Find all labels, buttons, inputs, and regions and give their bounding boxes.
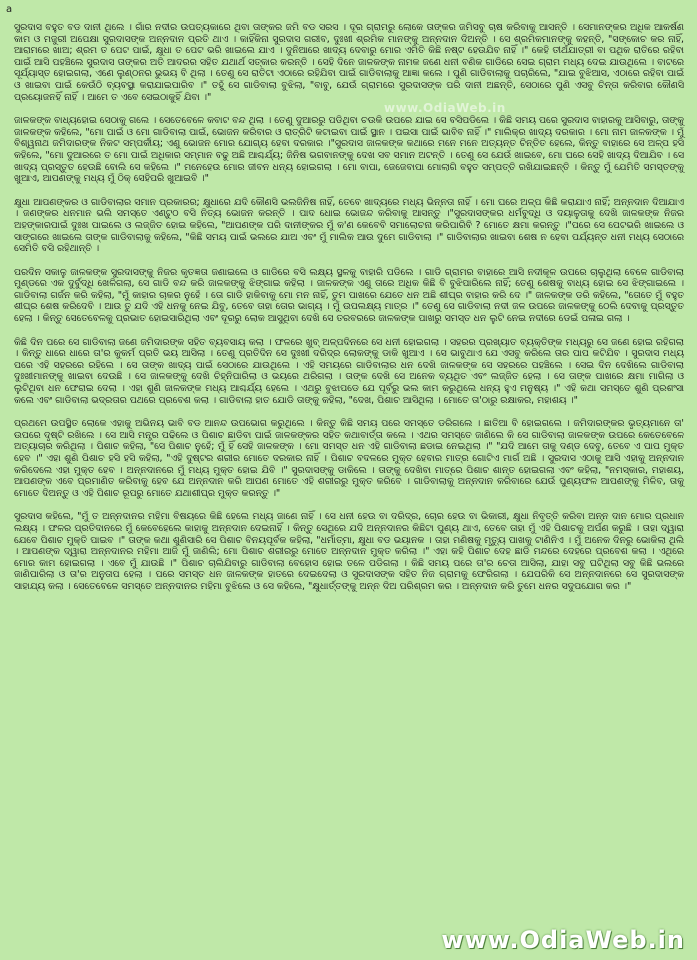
paragraph-2: ଜାଳକଙ୍କ ବାଧ୍ୟହୋଇ ସେଠାକୁ ଗଲେ । ସେତେବେଳେ କବାଟ ବନ୍ଦ ଥିଲା । ତେଣୁ ଦୁଆରରୁ ପଡିଥିବା ଚଉକି ଉପରେ ଯାଇ ସେ ବସିପଡିଲେ । କିଛି ସମୟ ପରେ ସୁରଦାସ ବାହାରକୁ ଆସିବାରୁ, ତାଙ୍କୁ ଜାଳକଙ୍କ କହିଲେ, "ମୋ ପାଇଁ ଓ ମୋ ଗାଡିବାଲା ପାଇଁ, ଭୋଜନ କରିବାର ଓ ରାତ୍ରିଟି କଟାଇବା ପାଇଁ ସ୍ଥାନ । ପଇସା ପାଇଁ ଭାବିବ ନାହିଁ ।" ମାଲିକ୍ର ଖାଦ୍ୟ ଦରକାର । ମୋ ନାମ ଜାଳକଙ୍କ । ମୁଁ ବିଶ୍ୱନାଥ ଜମିଦାରଙ୍କ ନିକଟ ସମ୍ପର୍କୀୟ; ଏଣୁ ଭୋଜନ ମୋର ଯୋଗ୍ୟ ହେବା ଦରକାର ।"ସୁରଦାସ ଜାଳକଙ୍କ କଥାରେ ମନେ ମନେ ଅତ୍ୟନ୍ତ ଚିନ୍ତିତ ହେଲେ, କିନ୍ତୁ ବାହାରେ ସେ ଅଳ୍ପ ହସି କହିଲେ, "ମୋ ଦୁଆରରେ ତ ମୋ ପାଇଁ ଅଧିକାର ସମ୍ମାନ ବଢୁ ଅଛି ଆଶ୍ଚର୍ଯ୍ୟ; ଜିନିଷ ଭଗବାନଙ୍କୁ ଦେଖ ସବ ସମାନ ଅଟନ୍ତି । ତେଣୁ ସେ ଯେଉଁ ଖାଇବେ, ମୋ ଘରେ ସେହି ଖାଦ୍ୟ ଦିଆଯିବ । ସେ ଖାଦ୍ୟ ପ୍ରସ୍ତୁତ ହେଉଛି ବୋଲି ସେ କହିଲେ ।" ମନେହେଉ ମୋର ଜୀବନ ଧନ୍ୟ ହୋଇଗଲା । ମୋ ବାପା, ଜେଜେବାପା ମୋଲାଗି ବହୁତ ସମ୍ପତ୍ତି ରଖିଯାଇଛନ୍ତି । କିନ୍ତୁ ମୁଁ ଯେମିତି ସମସ୍ତଙ୍କୁ ଖୁଆଏ, ଆପଣଙ୍କୁ ମଧ୍ୟ ମୁଁ ଠିକ୍ ସେହିପରି ଖୁଆଇବି ।" (14, 115, 684, 185)
story-body (14, 22, 684, 605)
corner-mark: a (6, 4, 13, 15)
paragraph-3: କ୍ଷୁଧା ଆପଣଙ୍କର ଓ ଗାଡିବାଲାର ସମାନ ପ୍ରକାରର; କ୍ଷୁଧାରେ ଯଦି କୌଣସି ଭଲଜିନିଷ ନାହିଁ, ତେବେ ଖାଦ୍ୟରେ ମଧ୍ୟ ଭିନ୍ନତା ନାହିଁ । ମୋ ଘରେ ଅଳ୍ପ କିଛି କରାଯାଏ ନାହିଁ; ଅନ୍ନଦାନ ଦିଆଯାଏ । ଜଣଙ୍କର ଧନମାନ ଭଲି ସମସ୍ତେ ଏଣ୍ଟୁଠ ବସି ନିତ୍ୟ ଭୋଜନ କରନ୍ତି । ପାଦ ଧୋଇ ଭୋଜନ୍ଦ କରିବାକୁ ଆସନ୍ତୁ ।"ସୁରଦାସଙ୍କର ଧର୍ମବୁଦ୍ଧି ଓ ଦୟାଳୁତାକୁ ଦେଖି ଜାଳକଙ୍କ ନିଜର ଅହଙ୍କାରପାଇଁ ଦୁଃଖ ପାଇଲେ ଓ ଲଜ୍ଜିତ ହୋଇ କହିଲେ, "ଆପଣଙ୍କ ପରି ଦାନୀଙ୍କର ମୁଁ କ'ଣ କେବେବି ସମାଲୋଚନା କରିପାରିବି ? ମୋତେ କ୍ଷମା କରନ୍ତୁ ।"ପରେ ସେ ପେଟଭରି ଖାଇଲେ ଓ ସାଙ୍ଗରେ ଖାଇଲେ ତାଙ୍କ ଗାଡିବାଲାକୁ କହିଲେ, "କିଛି ସମୟ ପାଇଁ ଭଲରେ ଯାଅ ଏବଂ ମୁଁ ମାଲିକ ଆଉ ଦୁମେ ଗାଡିବାଲା ।" ଗାଡିବାଲାର ଖାଇବା ଶେଷ ନ ହେବା ପର୍ଯ୍ୟନ୍ତ ଧନୀ ମଧ୍ୟ ସେଠାରେ ସେମିତି ବସି ରହିଥାନ୍ତି । (14, 196, 684, 255)
paragraph-1: ସୁରଦାସ ବହୁତ ବଡ ଦାନୀ ଥିଲେ । ଗାଁର ନଦୀର ଉପତ୍ୟକାରେ ଥିବା ତାଙ୍କର ଜମି ବଡ ସରସ । ଦୂର ଗ୍ରାମରୁ ଲୋକେ ତାଙ୍କର ଜମିସବୁ ଚାଷ କରିବାକୁ ଆସନ୍ତି । ସେମାନଙ୍କର ଅଧିକ ଆକର୍ଷଣ କାମ ଓ ମଜୁରୀ ଅପେକ୍ଷା ସୁରଦାସଙ୍କ ଅନ୍ନଦାନ ପ୍ରତି ଥାଏ । କାହିଁକିନା ସୁରଦାସ ଗରୀବ, ଦୁଃଖୀ ଶ୍ରମିକ ମାନଙ୍କୁ ଅନ୍ନଦାନ ଦିଅନ୍ତି । ସେ ଶ୍ରମିକମାନଙ୍କୁ କହନ୍ତି, "ସଙ୍କୋଚ କର ନାହିଁ, ଆରାମରେ ଖାଅ; ଶ୍ରମ ତ ପେଟ ପାଇଁ, କ୍ଷୁଧା ତ ପେଟ ଭରି ଖାଇଲେ ଯାଏ । ଦୁନିଆରେ ଖାଦ୍ୟ ଦେବାରୁ ମୋର ଏମିତି କିଛି ନଷ୍ଟ ହେଉଯିବ ନାହିଁ ।" କେହି ତୀର୍ଥଯାତ୍ରୀ ବା ପଥିକ ରାତିରେ ରହିବା ପାଇଁ ଆସି ପହଞ୍ଚିଲେ ସୁରଦାସ ତାଙ୍କର ଅତି ଆଦରର ସହିତ ଯଥାର୍ଥ ସତ୍କାର କରନ୍ତି । ସେହି ଦିନେ ଜାଳକଙ୍କ ନାମକ ଜଣେ ଧନୀ ବଣିକ ଗାଡିରେ ସେଇ ଗ୍ରାମ ମଧ୍ୟ ଦେଇ ଯାଉଥିଲେ । ବାଟରେ ସୂର୍ଯ୍ୟାସ୍ତ ହୋଇଗଲା, ଏଣେ ଲୁଣ୍ଠନର ଭୁଭୟ ବି ଥିଲା । ତେଣୁ ସେ ରାତିଟା ଏଠାରେ ରହିଯିବା ପାଇଁ ଗାଡିବାଲାକୁ ଆଜ୍ଞା କଲେ । ପୁଣି ଗାଡିବାଲାକୁ ପଚାରିଲେ, "ଯାଇ ବୁଝିଆସ, ଏଠାରେ ରହିବା ପାଇଁ ଓ ଖାଇବା ପାଇଁ କେଉଁଠି ବ୍ୟବସ୍ଥା କରାଯାଇପାରିବ ।" ତହୁଁ ସେ ଗାଡିବାଲା ବୁଝିଲା, "ବାବୁ, ଯେଉଁ ଗ୍ରାମରେ ସୁରଦାସଙ୍କ ପରି ଦାନୀ ଅଛନ୍ତି, ସେଠାରେ ପୁଣି ଏସବୁ ଚିନ୍ତା କରିବାର କୌଣସି ପ୍ରୟୋଜନହିଁ ନାହିଁ । ଆମେ ତ ଏବେ ସେଇଠାକୁହିଁ ଯିବା ।" (14, 22, 684, 103)
paragraph-7: ସୁରଦାସ କହିଲେ, "ମୁଁ ତ ଅନ୍ନଦାନର ମହିମା ବିଷୟରେ କିଛି ହେଲେ ମଧ୍ୟ ଜାଣେ ନାହିଁ । ସେ ଧନୀ ହେଉ ବା ଦରିଦ୍ର, ଚୋର ହେଉ ବା ଭିକାରୀ, କ୍ଷୁଧା ନିବୃତ୍ତି କରିବା ଅନ୍ନ ଦାନ ମୋର ପ୍ରଧାନ ଲକ୍ଷ୍ୟ । ଫଳର ପ୍ରତିଦାନରେ ମୁଁ କେବେହେଲେ କାହାକୁ ଅନ୍ନଦାନ ଦେଇନାହିଁ । କିନ୍ତୁ ସେଥିରେ ଯଦି ଅନ୍ନଦାନର କିଛିଟା ପୁଣ୍ୟ ଥାଏ, ତେବେ ତାହା ମୁଁ ଏହି ପିଶାଚକୁ ଅର୍ପଣ କରୁଛି । ତାହା ଦ୍ୱାରା ଯେବେ ପିଶାଚ ମୁକ୍ତି ପାଇବ ।" ତାଙ୍କ କଥା ଶୁଣିସାରି ସେ ପିଶାଚ ବିନୟପୂର୍ବକ କହିଲା, "ଧର୍ମାତ୍ମା, କ୍ଷୁଧା ବଡ ଭୟାନକ । ତାହା ମଣିଷକୁ ମୃତ୍ୟୁ ପାଖକୁ ଟାଣିନିଏ । ମୁଁ ଅନେକ ଦିନରୁ ଭୋକିଲା ଥିଲି । ଆପଣଙ୍କ ଦ୍ୱାରା ଅନ୍ନଦାନର ମହିମା ଆଜି ମୁଁ ଜାଣିଲି; ମୋ ପିଶାଚ ଶରୀରରୁ ମୋତେ ଅନ୍ନଦାନ ମୁକ୍ତ କରିଲା ।" ଏହା କହି ପିଶାଚ ଦେହ ଛାଡି ମନ୍ଦରେ ଦେହରେ ପ୍ରବେଶ କଲା । ଏଥିରେ ମୋର କାମ ହୋଇଗଲା । ଏବେ ମୁଁ ଯାଉଛି ।" ପିଶାଚ ଚାଲିଯିବାରୁ ଗାଡିବାଲା ବେହୋସ ହୋଇ ତଳେ ପଡିଗଲା । କିଛି ସମୟ ପରେ ତା'ର ଚେତା ଆସିଲା, ଯାହା ସବୁ ଘଟିଥିଲା ସବୁ କିଛି ଭଲରେ ଜାଣିପାରିଲା ଓ ତା'ର ଅନୁତାପ ହେଲା । ପରେ ସମସ୍ତ ଧନ ଜାଳକଙ୍କ ହାତରେ ଦେଇଦେଲା ଓ ସୁରଦାସଙ୍କ ସହିତ ନିଜ ଗ୍ରାମକୁ ଫେରିଗଲା । ଯେପରିକି ସେ ଅନ୍ନଦାନରେ ସେ ସୁରଦାସଙ୍କ ସାହାଯ୍ୟ କଲା । ସେତେବେଳେ ସମସ୍ତେ ଅନ୍ନଦାନର ମହିମା ବୁଝିଲେ ଓ ସେ କହିଲେ, "କ୍ଷୁଧାର୍ତ୍ତଙ୍କୁ ଅନ୍ନ ଦିଅ ପରିଶ୍ରମ କର । ଅନ୍ନଦାନ କରି ତୁମେ ଧନର ସଦୁପଯୋଗ କର ।" (14, 511, 684, 592)
paragraph-4: ପରଦିନ ସକାଳୁ ଜାଳକଙ୍କ ସୁରଦାସଙ୍କୁ ନିଜର କୃତଜ୍ଞତା ଜଣାଇଲେ ଓ ଗାଡିରେ ବସି ଲକ୍ଷ୍ୟ ସ୍ଥଳକୁ ବାହାରି ପଡିଲେ । ଗାଡି ଗ୍ରାମର ବାହାରେ ଆସି ନଦୀକୂଳ ଉପରେ ଚାଲୁଥିଲା ବେଳେ ଗାଡିବାଲା ମୁଣ୍ଡରେ ଏକ ଦୁର୍ବୁଦ୍ଧି ଖେଳିଗଲା, ସେ ଗାଡି ବନ୍ଦ କରି ଜାଳକଙ୍କୁ ଝିଙ୍ଗାଇ କହିଲା । ଜାଳକଙ୍କ ଏଣୁ ତାରେ ଅଧିକ କିଛି ବି ବୁଝିପାରିଲେ ନାହିଁ; ତେଣୁ ଶେଷକୁ ବାଧ୍ୟ ହୋଇ ସେ ଝିଙ୍ଗାଇଲେ । ଗାଡିବାଲା ଗର୍ଜନ କରି କହିଲା, "ମୁଁ କାହାର ଚାକର ନୁହେଁ । ତୋ ଗାଡି ହାକିବାକୁ ମୋ ମନ ନାହିଁ, ତୁମ ପାଖରେ ଯେତେ ଧନ ଅଛି ଶୀଘ୍ର ବାହାର କରି ଦେ ।" ଜାଳକଙ୍କ ଡରି କହିଲେ, "ତୋତେ ମୁଁ ବହୁତ ଶୀଘ୍ର ଶେଷ କରିଦେବି । ଆଉ ତୁ ଯଦି ଏହି ଧନକୁ ନେଇ ଯିବୁ, ତେବେ ତାହା ତୋର ଭାଗ୍ୟ । ମୁଁ ଉପଲକ୍ଷ୍ୟ ମାତ୍ର ।" ତେଣୁ ସେ ଗାଡିବାଲା ନଦୀ ଜଳ ଉପରେ ଜାଳକଙ୍କୁ ଠେଲି ଦେବାକୁ ପ୍ରସ୍ତୁତ ହେଲା । କିନ୍ତୁ ସେତେବେଳକୁ ପ୍ରଭାତ ହୋଇସାରିଥିଲା ଏବଂ ଦୂରରୁ ଲୋକ ଆସୁଥିବା ଦେଖି ସେ ତରବରରେ ଜାଳକଙ୍କ ପାଖରୁ ସମସ୍ତ ଧନ ଲୁଟି ନେଇ ନଦୀରେ ଡେଇଁ ପଳାଇ ଗଲା । (14, 266, 684, 325)
watermark-text: www.OdiaWeb.in (384, 101, 506, 115)
paragraph-5: କିଛି ଦିନ ପରେ ସେ ଗାଡିବାଲା ଜଣେ ଜମିଦାରଙ୍କ ସହିତ ବ୍ୟବସାୟ କଲା । ଫଳରେ ଖୁବ୍ ଅଳ୍ପଦିନରେ ସେ ଧନୀ ହୋଇଗଲା । ସହରର ପ୍ରଖ୍ୟାତ ବ୍ୟକ୍ତିଙ୍କ ମଧ୍ୟରୁ ସେ ଜଣେ ହୋଇ ରହିଗଲା । କିନ୍ତୁ ଧାରେ ଧାରେ ତା'ର କୁକର୍ମ ପ୍ରତି ଭୟ ଆସିଲା । ତେଣୁ ପ୍ରତିଦିନ ସେ ଦୁଃଖୀ ଦରିଦ୍ର ଲୋକଙ୍କୁ ଡାକି ଖୁଆଏ । ସେ ଭାବୁଥାଏ ଯେ ଏସବୁ କରିଲେ ତାର ପାପ କଟିଯିବ । ସୁରଦାସ ମଧ୍ୟ ପରେ ଏହି ସହରରେ ରହିଲେ । ସେ ତାଙ୍କ ଖାଦ୍ୟ ପାଇଁ ସେଠାରେ ଯାଉଥିଲେ । ଏହି ସମୟରେ ଗାଡିବାଲାର ଧନ ଦେଖି ଜାଳକଙ୍କ ସେ ସହରରେ ପହଞ୍ଚିଲେ । ସେଇ ଦିନ ଦେଖିଲେ ଗାଡିବାଲା ଦୁଃଖୀମାନଙ୍କୁ ଖାଇବା ଦେଉଛି । ସେ ଜାଳକଙ୍କୁ ଦେଖି ଚିହ୍ନିପାରିଲା ଓ ଭୟରେ ଥରିଗଲା । ତାଙ୍କ ଦେଖି ସେ ଅନେକ ବ୍ୟଥିତ ଏବଂ ଲଜ୍ଜିତ ହେଲା । ସେ ତାଙ୍କ ପାଖରେ କ୍ଷମା ମାଗିଲା ଓ ଲୁଟିଥିବା ଧନ ଫେରାଇ ଦେଲା । ଏହା ଶୁଣି ଜାଳକଙ୍କ ମଧ୍ୟ ଆଶ୍ଚର୍ଯ୍ୟ ହେଲେ । ଏଥରୁ ବୁଝାପଡେ ଯେ ପୂର୍ବରୁ ଭଲ କାମ କରୁଥିଲେ ଧନ୍ୟ ହୁଏ ମନୁଷ୍ୟ ।" ଏହି କଥା ସମସ୍ତେ ଶୁଣି ପ୍ରଶଂସା କଲେ ଏବଂ ଗାଡିବାଲା ଭଦ୍ରତାର ପଥରେ ପ୍ରବେଶ କଲା । ଗାଡିବାଲା ହାତ ଯୋଡି ତାଙ୍କୁ କହିଲା, "ଦେଖ, ପିଶାଚ ଆସିଥିଲା । ମୋତେ ତା'ଠାରୁ ରକ୍ଷାକର, ମହାଶୟ ।" (14, 336, 684, 406)
paragraph-6: ପ୍ରଥମେ ଉପସ୍ଥିତ ଲୋକେ ଏହାକୁ ଅଭିନୟ ଭାବି ବଡ ଆନନ୍ଦ ଉପଭୋଗ କରୁଥିଲେ । କିନ୍ତୁ କିଛି ସମୟ ପରେ ସମସ୍ତେ ଡରିଗଲେ । ଛାତିଆ ବି ହୋଇଗଲେ । ଜମିଦାରଙ୍କର ଭୃତ୍ୟମାନେ ତା' ଉପରେ ଦୃଷ୍ଟି ରଖିଲେ । ସେ ଆସି ମନ୍ତ୍ର ପଢିଲେ ଓ ପିଶାଚ ଛାଡିବା ପାଇଁ ଜାଳକଙ୍କର ସହିତ କଥାବାର୍ତ୍ତା କଲେ । ଏଥର ସମସ୍ତେ ଜାଣିଲେ କି ସେ ଗାଡିବାଲା ଜାଳକଙ୍କ ଉପରେ କେତେବେଳେ ଅତ୍ୟାଚାର କରିଥିଲା । ପିଶାଚ କହିଲା, "ସେ ପିଶାଚ ନୁହେଁ; ମୁଁ ହିଁ ସେହି ଜାଳକଙ୍କ । ମୋ ସମସ୍ତ ଧନ ଏହି ଗାଡିବାଲା ଛଡାଇ ନେଇଥିଲା ।" "ଯଦି ଆମେ ତାକୁ ଦଣ୍ଡ ଦେବୁ, ତେବେ ଏ ପାପ ମୁକ୍ତ ହେବ ।" ଏହା ଶୁଣି ପିଶାଚ ହସି ହସି କହିଲା, "ଏହି ଦୁଷ୍ଟର ଶରୀର ମୋତେ ଦରକାର ନାହିଁ । ପିଶାଚ ବଦଳରେ ମୁକ୍ତ ହେବାର ମାତ୍ର ଗୋଟିଏ ମାର୍ଗ ଅଛି । ସୁରଦାସ ଏଠାକୁ ଆସି ଏହାକୁ ଅନ୍ନଦାନ କରିଦେଲେ ଏହା ମୁକ୍ତ ହେବ । ଅନ୍ନଦାନରେ ମୁଁ ମଧ୍ୟ ମୁକ୍ତ ହୋଇ ଯିବି ।" ସୁରଦାସଙ୍କୁ ଡାକିଲେ । ତାଙ୍କୁ ଦେଖିବା ମାତ୍ରେ ପିଶାଚ ଶାନ୍ତ ହୋଇଗଲା ଏବଂ କହିଲା, "ନମସ୍କାର, ମହାଶୟ, ଆପଣଙ୍କ ଏବେ ପ୍ରମାଣିତ କରିବାକୁ ହେବ ଯେ ଅନ୍ନଦାନ କରି ଆପଣ ମୋତେ ଏହି ଶରୀରରୁ ମୁକ୍ତ କରିବେ । ଗାଡିବାଲାକୁ ଅନ୍ନଦାନ କରିବାରେ ଯେଉଁ ପୁଣ୍ୟଫଳ ଆପଣଙ୍କୁ ମିଳିବ, ତାକୁ ମୋତେ ଦିଅନ୍ତୁ ଓ ଏହି ପିଶାଚ ରୂପରୁ ମୋତେ ଯଥାଶୀଘ୍ର ମୁକ୍ତ କରନ୍ତୁ ।" (14, 418, 684, 499)
site-logo: www.OdiaWeb.in (441, 926, 685, 954)
